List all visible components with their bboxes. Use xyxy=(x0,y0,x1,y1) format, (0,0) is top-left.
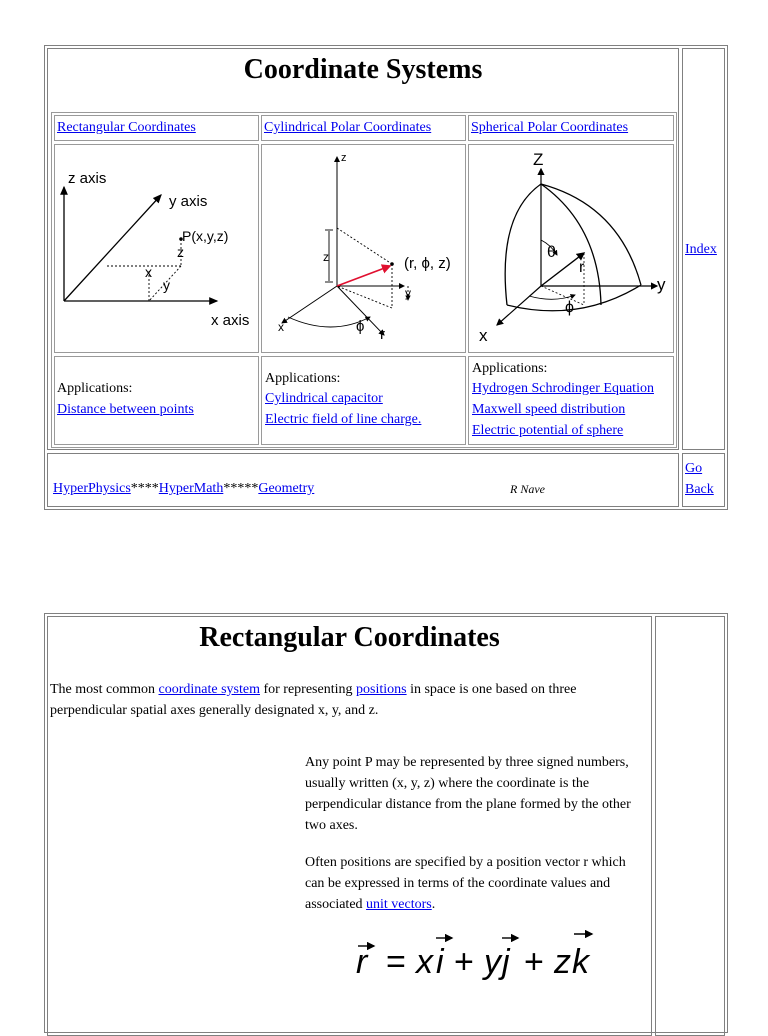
cylindrical-polar-link[interactable]: Cylindrical Polar Coordinates xyxy=(264,120,432,135)
maxwell-speed-link[interactable]: Maxwell speed distribution xyxy=(472,402,626,417)
sph-y-label: y xyxy=(657,275,666,294)
spherical-polar-link[interactable]: Spherical Polar Coordinates xyxy=(471,120,629,135)
cylindrical-capacitor-link[interactable]: Cylindrical capacitor xyxy=(265,391,383,406)
eq-x: x xyxy=(416,943,433,981)
stars-separator-2: ***** xyxy=(223,481,259,496)
x-axis-label: x axis xyxy=(211,312,250,329)
cylindrical-point-label: (r, ϕ, z) xyxy=(404,255,451,272)
point-label: P(x,y,z) xyxy=(182,228,229,244)
geometry-link[interactable]: Geometry xyxy=(258,481,315,496)
eq-i: i xyxy=(436,943,444,981)
eq-j: j xyxy=(502,943,510,981)
section-title: Rectangular Coordinates xyxy=(199,622,500,653)
vector-text-a: Often positions are specified by a position vector r which can be expressed in terms of the coordinate values and associated xyxy=(305,855,626,912)
vector-text-b: . xyxy=(431,897,436,912)
eq-plus-1: + xyxy=(454,943,474,981)
sph-theta-label: θ xyxy=(547,244,556,261)
sph-z-label: Z xyxy=(533,150,544,169)
electric-potential-sphere-link[interactable]: Electric potential of sphere xyxy=(472,423,624,438)
position-vector-equation xyxy=(350,928,610,984)
hypermath-link[interactable]: HyperMath xyxy=(158,481,224,496)
y-component-label: y xyxy=(163,277,170,293)
distance-between-points-link[interactable]: Distance between points xyxy=(57,402,194,417)
eq-z: z xyxy=(554,943,571,981)
coordinate-system-link[interactable]: coordinate system xyxy=(158,682,260,697)
y-axis-line xyxy=(64,195,161,301)
author-credit: R Nave xyxy=(510,482,545,496)
line-charge-field-link[interactable]: Electric field of line charge. xyxy=(265,412,422,427)
stars-separator-1: **** xyxy=(130,481,159,496)
eq-plus-2: + xyxy=(524,943,544,981)
intro-text-b: for representing xyxy=(259,682,357,697)
hyperphysics-link[interactable]: HyperPhysics xyxy=(53,481,131,496)
cyl-r-label: r xyxy=(380,326,385,343)
z-axis-top-label: z xyxy=(341,152,347,164)
hydrogen-schrodinger-link[interactable]: Hydrogen Schrodinger Equation xyxy=(472,381,654,396)
apps-cell-rect xyxy=(54,356,259,445)
go-back-link-back[interactable]: Back xyxy=(685,482,714,497)
position-vector-paragraph xyxy=(305,852,647,915)
eq-k: k xyxy=(572,943,589,981)
point-description-paragraph: Any point P may be represented by three signed numbers, usually written (x, y, z) where the coordinate is the perpendicular distance from the plane formed by the other two axes. xyxy=(305,755,631,833)
page-title: Coordinate Systems xyxy=(243,54,483,85)
sph-x-label: x xyxy=(479,326,488,345)
positions-link[interactable]: positions xyxy=(356,682,407,697)
rectangular-coordinates-diagram xyxy=(55,145,258,352)
cyl-y-label: y xyxy=(405,286,411,300)
applications-label-sph: Applications: xyxy=(472,361,548,376)
eq-y: y xyxy=(484,943,501,981)
y-axis-label: y axis xyxy=(169,193,208,210)
side-cell xyxy=(655,616,725,1036)
z-height-label: z xyxy=(323,250,329,264)
intro-text-a: The most common xyxy=(50,682,159,697)
sph-phi-label: ϕ xyxy=(565,299,574,316)
rectangular-coordinates-link[interactable]: Rectangular Coordinates xyxy=(57,120,196,135)
footer-cell xyxy=(47,453,679,507)
cyl-x-label: x xyxy=(278,320,284,334)
intro-paragraph xyxy=(50,679,640,721)
applications-label-rect: Applications: xyxy=(57,381,133,396)
intro-text-c: in space is one based on three perpendicular spatial axes generally designated x, y, and z. xyxy=(50,682,577,718)
index-link[interactable]: Index xyxy=(685,242,717,257)
sph-r-label: r xyxy=(579,259,585,276)
go-back-link-go[interactable]: Go xyxy=(685,461,703,476)
cyl-phi-label: ϕ xyxy=(356,318,365,335)
cylindrical-coordinates-diagram xyxy=(262,145,465,352)
eq-r: r xyxy=(356,943,368,981)
spherical-coordinates-diagram xyxy=(469,145,673,352)
footer-nav xyxy=(53,481,314,497)
unit-vectors-link[interactable]: unit vectors xyxy=(366,897,432,912)
applications-label-cyl: Applications: xyxy=(265,371,341,386)
z-component-label: z xyxy=(177,244,184,260)
z-axis-label: z axis xyxy=(68,170,107,187)
x-component-label: x xyxy=(145,264,152,280)
eq-equals: = xyxy=(386,943,406,981)
